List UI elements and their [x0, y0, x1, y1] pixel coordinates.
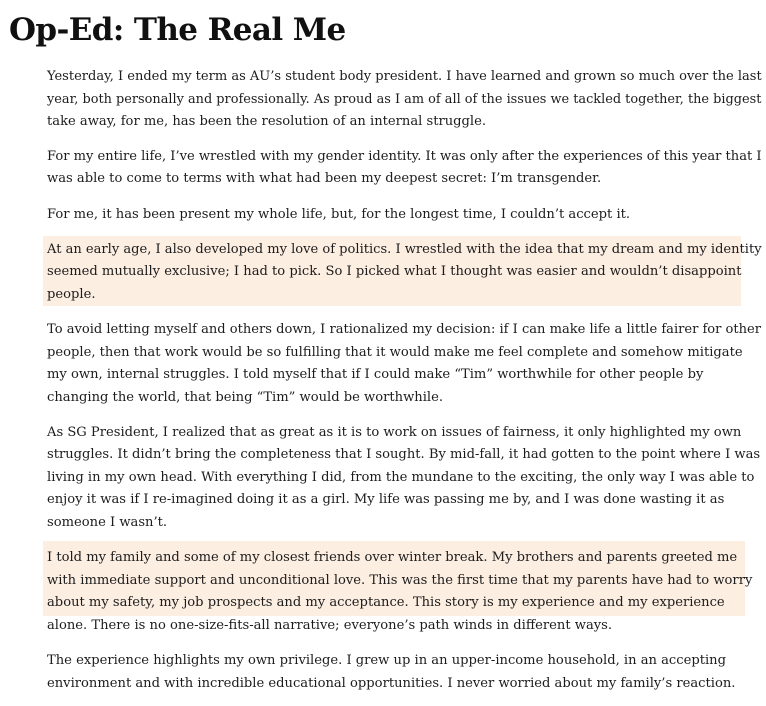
article-title: Op-Ed: The Real Me: [9, 12, 346, 48]
paragraph-5-line-1: To avoid letting myself and others down, I rationalized my decision: if I can make life a little fairer for other: [47, 322, 761, 337]
paragraph-5-line-2: people, then that work would be so fulfilling that it would make me feel complete and somehow mitigate: [47, 345, 743, 360]
paragraph-3-line-1: For me, it has been present my whole life, but, for the longest time, I couldn’t accept it.: [47, 207, 631, 222]
paragraph-4-line-3: people.: [47, 287, 96, 302]
paragraph-6-line-5: someone I wasn’t.: [47, 515, 168, 530]
paragraph-6-line-2: struggles. It didn’t bring the completeness that I sought. By mid-fall, it had gotten to the point where I was: [47, 447, 761, 462]
paragraph-2-line-2: was able to come to terms with what had been my deepest secret: I’m transgender.: [47, 171, 602, 186]
paragraph-8-line-1: The experience highlights my own privilege. I grew up in an upper-income household, in an accepting: [47, 653, 726, 668]
paragraph-1-line-1: Yesterday, I ended my term as AU’s student body president. I have learned and grown so much over the last: [47, 69, 762, 84]
paragraph-5-line-3: my own, internal struggles. I told myself that if I could make “Tim” worthwhile for other people by: [47, 367, 704, 382]
paragraph-7-line-3: about my safety, my job prospects and my acceptance. This story is my experience and my experience: [47, 595, 725, 610]
paragraph-8-line-2: environment and with incredible educational opportunities. I never worried about my family’s reaction.: [47, 676, 736, 691]
paragraph-6-line-3: living in my own head. With everything I did, from the mundane to the exciting, the only way I was able to: [47, 470, 755, 485]
paragraph-5-line-4: changing the world, that being “Tim” would be worthwhile.: [47, 390, 444, 405]
paragraph-7-line-2: with immediate support and unconditional love. This was the first time that my parents have had to worry: [47, 573, 753, 588]
paragraph-2-line-1: For my entire life, I’ve wrestled with my gender identity. It was only after the experiences of this year that I: [47, 149, 762, 164]
paragraph-4-line-1: At an early age, I also developed my love of politics. I wrestled with the idea that my dream and my identity: [47, 242, 762, 257]
paragraph-7-line-1: I told my family and some of my closest friends over winter break. My brothers and parents greeted me: [47, 550, 738, 565]
paragraph-6-line-4: enjoy it was if I re-imagined doing it as a girl. My life was passing me by, and I was done wasting it as: [47, 492, 725, 507]
paragraph-1-line-2: year, both personally and professionally. As proud as I am of all of the issues we tackled together, the biggest: [47, 92, 762, 107]
paragraph-4-line-2: seemed mutually exclusive; I had to pick. So I picked what I thought was easier and wouldn’t disappoint: [47, 264, 742, 279]
paragraph-7-line-4: alone. There is no one-size-fits-all narrative; everyone’s path winds in different ways.: [47, 618, 613, 633]
paragraph-6-line-1: As SG President, I realized that as great as it is to work on issues of fairness, it only highlighted my own: [47, 425, 742, 440]
paragraph-1-line-3: take away, for me, has been the resolution of an internal struggle.: [47, 114, 487, 129]
